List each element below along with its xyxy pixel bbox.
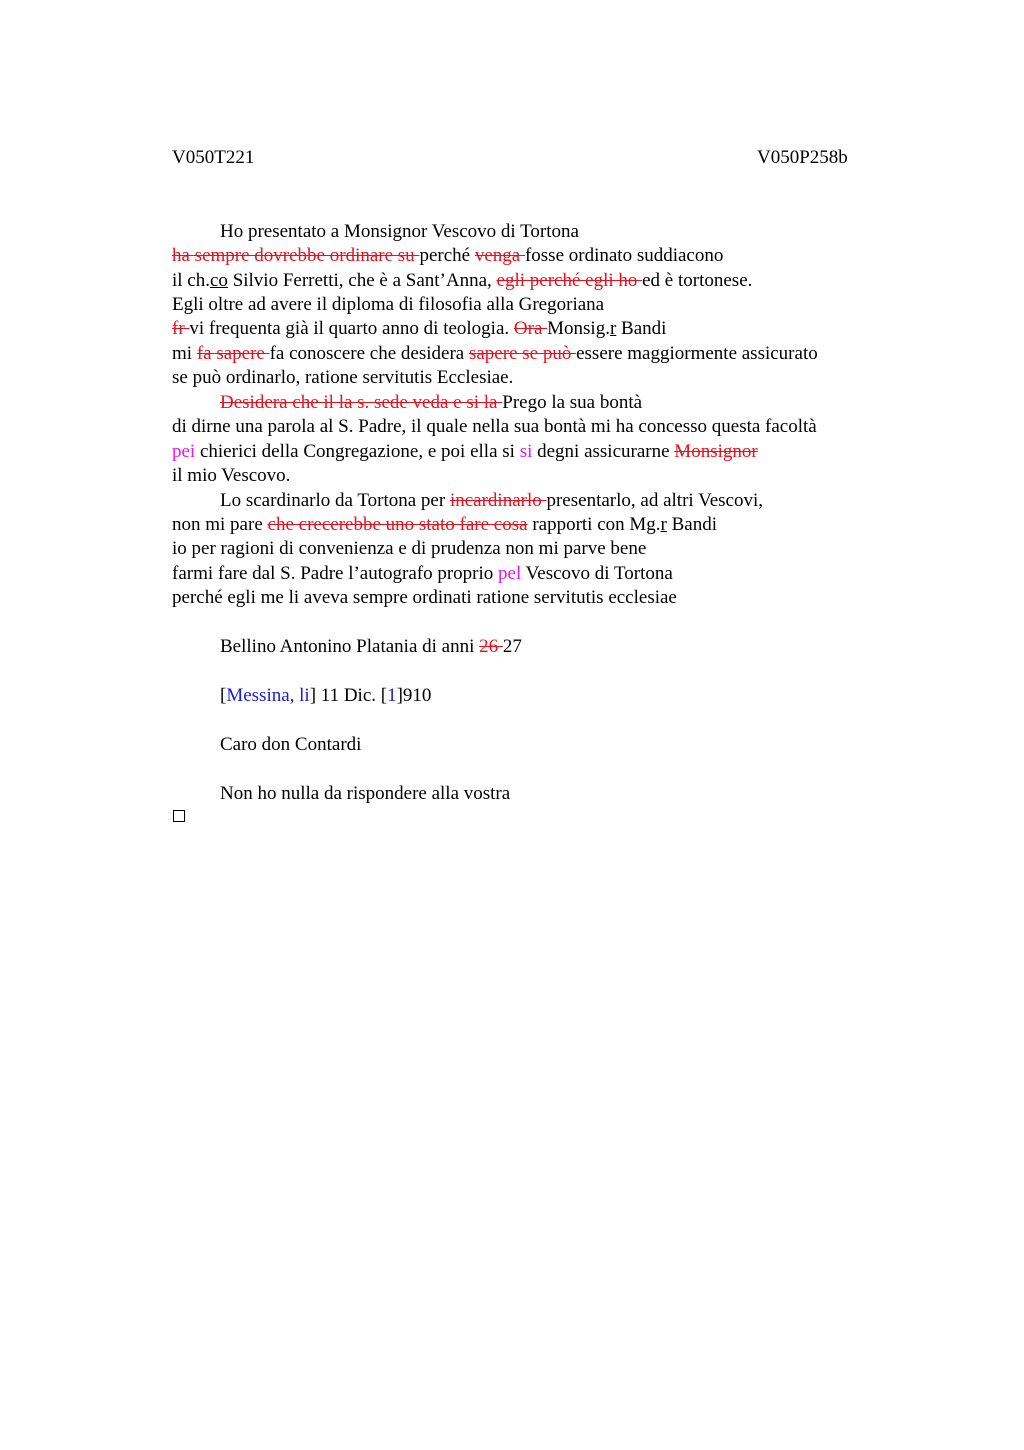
line-text: il ch. [172,270,210,291]
line-text: il mio Vescovo. [172,465,291,486]
line-text: Egli oltre ad avere il diploma di filosofia alla Gregoriana [172,294,605,315]
line-text: Caro don Contardi [220,734,362,755]
deleted-text: venga [474,245,525,266]
line-text: presentarlo, ad altri Vescovi, [546,490,763,511]
text-line [172,245,723,267]
line-text: ] 11 Dic. [ [309,685,388,706]
line-text: Bandi [666,514,718,535]
deleted-text: 26 [479,636,503,657]
header-left-code: V050T221 [172,147,255,168]
line-text: degni assicurarne [532,441,675,462]
text-line [220,636,522,658]
line-text: Ho presentato a Monsignor Vescovo di Tortona [220,221,579,242]
line-text: fosse ordinato suddiacono [524,245,724,266]
superscript-abbrev: r [660,514,667,535]
line-text: Prego la sua bontà [502,392,643,413]
deleted-text: Monsignor [674,441,758,462]
text-line [220,221,579,243]
line-text: Silvio Ferretti, che è a Sant’Anna, [227,270,497,291]
line-text: vi frequenta già il quarto anno di teologia. [189,318,514,339]
line-text: io per ragioni di convenienza e di prudenza non mi parve bene [172,538,647,559]
text-line [172,441,758,463]
line-text: Vescovo di Tortona [521,563,673,584]
inserted-text: si [519,441,533,462]
text-line [172,343,818,365]
text-line [172,465,290,487]
editorial-text: Messina, li [226,685,310,706]
text-line [220,734,361,756]
line-text: essere maggiormente assicurato [576,343,818,364]
text-line [220,783,510,805]
line-text: perché egli me li aveva sempre ordinati ratione servitutis ecclesiae [172,587,677,608]
text-line [172,514,717,536]
deleted-text: sapere se può [468,343,577,364]
line-text: farmi fare dal S. Padre l’autografo proprio [172,563,499,584]
line-text: perché [419,245,475,266]
line-text: fa conoscere che desidera [269,343,469,364]
deleted-text: che crecerebbe uno stato fare cosa [267,514,528,535]
text-line [220,685,431,707]
text-line [172,563,673,585]
text-line [172,538,646,560]
line-text: chierici della Congregazione, e poi ella si [195,441,520,462]
line-text: Bellino Antonino Platania di anni [220,636,480,657]
line-text: Monsig. [547,318,610,339]
text-line [172,294,604,316]
line-text: ]910 [396,685,432,706]
text-line [172,367,513,389]
deleted-text: Ora [513,318,548,339]
line-text: rapporti con Mg. [527,514,661,535]
line-text: non mi pare [172,514,268,535]
text-line [172,270,752,292]
line-text: 27 [502,636,522,657]
superscript-abbrev: co [210,270,228,291]
line-text: se può ordinarlo, ratione servitutis Ecclesiae. [172,367,514,388]
text-line [220,392,642,414]
deleted-text: incardinarlo [449,490,547,511]
deleted-text: Desidera che il la s. sede veda e si la [220,392,503,413]
text-line [172,318,666,340]
line-text: Lo scardinarlo da Tortona per [220,490,450,511]
superscript-abbrev: r [609,318,617,339]
deleted-text: fa sapere [196,343,270,364]
checkbox-glyph [173,810,185,822]
line-text: ed è tortonese. [642,270,753,291]
inserted-text: pei [172,441,196,462]
inserted-text: pel [498,563,522,584]
deleted-text: egli perché egli ho [496,270,643,291]
line-text: Non ho nulla da rispondere alla vostra [220,783,511,804]
deleted-text: ha sempre dovrebbe ordinare su [172,245,420,266]
deleted-text: fr [172,318,190,339]
text-line [220,490,763,512]
text-line [172,416,817,438]
editorial-text: 1 [387,685,397,706]
line-text: mi [172,343,197,364]
text-line [172,587,677,609]
line-text: di dirne una parola al S. Padre, il quale nella sua bontà mi ha concesso questa facoltà [172,416,817,437]
line-text: Bandi [616,318,667,339]
line-text: [ [220,685,227,706]
header-right-code: V050P258b [757,147,848,168]
